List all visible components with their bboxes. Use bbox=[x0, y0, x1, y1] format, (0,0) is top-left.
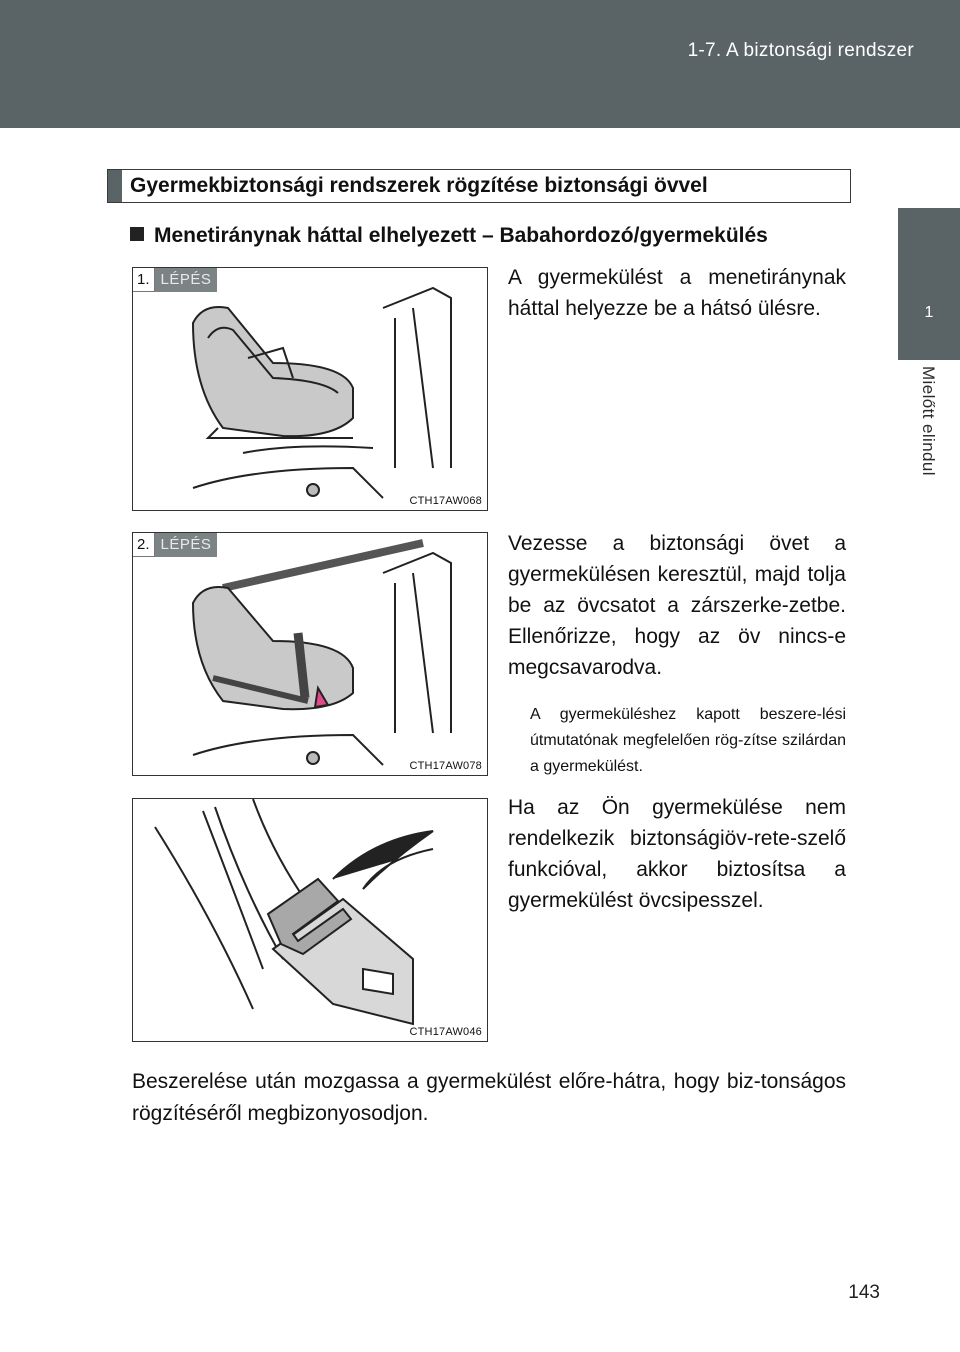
chapter-label-text: Mielőtt elindul bbox=[919, 366, 938, 476]
figure-code: CTH17AW068 bbox=[409, 495, 482, 507]
step-number: 1. bbox=[133, 268, 155, 292]
step-number: 2. bbox=[133, 533, 155, 557]
step-1-text: A gyermekülést a menetiránynak háttal helyezze be a hátsó ülésre. bbox=[508, 266, 846, 320]
section-title: Gyermekbiztonsági rendszerek rögzítése biztonsági övvel bbox=[130, 174, 708, 197]
figure-code: CTH17AW046 bbox=[409, 1026, 482, 1038]
locking-clip-text: Ha az Ön gyermekülése nem rendelkezik biztonságiöv-rete-szelő funkcióval, akkor biztosítsa a gyermekülést övcsipesszel. bbox=[508, 796, 846, 912]
step-badge-2 bbox=[133, 533, 217, 557]
chapter-label bbox=[898, 366, 960, 566]
section-title-bar bbox=[108, 170, 122, 202]
running-header: 1-7. A biztonsági rendszer bbox=[687, 40, 914, 61]
figure-step-2 bbox=[132, 532, 488, 776]
figure-step-1 bbox=[132, 267, 488, 511]
rear-facing-child-seat-illustration-icon bbox=[133, 268, 487, 510]
step-badge-1 bbox=[133, 268, 217, 292]
subheading bbox=[130, 224, 768, 248]
figure-locking-clip bbox=[132, 798, 488, 1042]
step-2-note: A gyermeküléshez kapott beszere-lési útmutatónak megfelelően rög-zítse szilárdan a gyermekülést. bbox=[530, 706, 846, 775]
closing-text: Beszerelése után mozgassa a gyermekülést előre-hátra, hogy biz-tonságos rögzítéséről megbizonyosodjon. bbox=[132, 1070, 846, 1125]
chapter-tab bbox=[898, 208, 960, 360]
section-title-box bbox=[107, 169, 851, 203]
square-bullet-icon bbox=[130, 227, 144, 241]
page-number: 143 bbox=[848, 1282, 880, 1303]
figure-code: CTH17AW078 bbox=[409, 760, 482, 772]
step-2-text: Vezesse a biztonsági övet a gyermekülésen keresztül, majd tolja be az övcsatot a zárszerke-zetbe. Ellenőrizze, hogy az öv nincs-e megcsavarodva. bbox=[508, 532, 846, 679]
seat-belt-routing-illustration-icon bbox=[133, 533, 487, 775]
subheading-text: Menetiránynak háttal elhelyezett – Babahordozó/gyermekülés bbox=[154, 224, 768, 247]
header-band bbox=[0, 0, 960, 128]
step-word: LÉPÉS bbox=[155, 268, 218, 292]
chapter-number: 1 bbox=[924, 304, 934, 321]
step-word: LÉPÉS bbox=[155, 533, 218, 557]
locking-clip-illustration-icon bbox=[133, 799, 487, 1041]
